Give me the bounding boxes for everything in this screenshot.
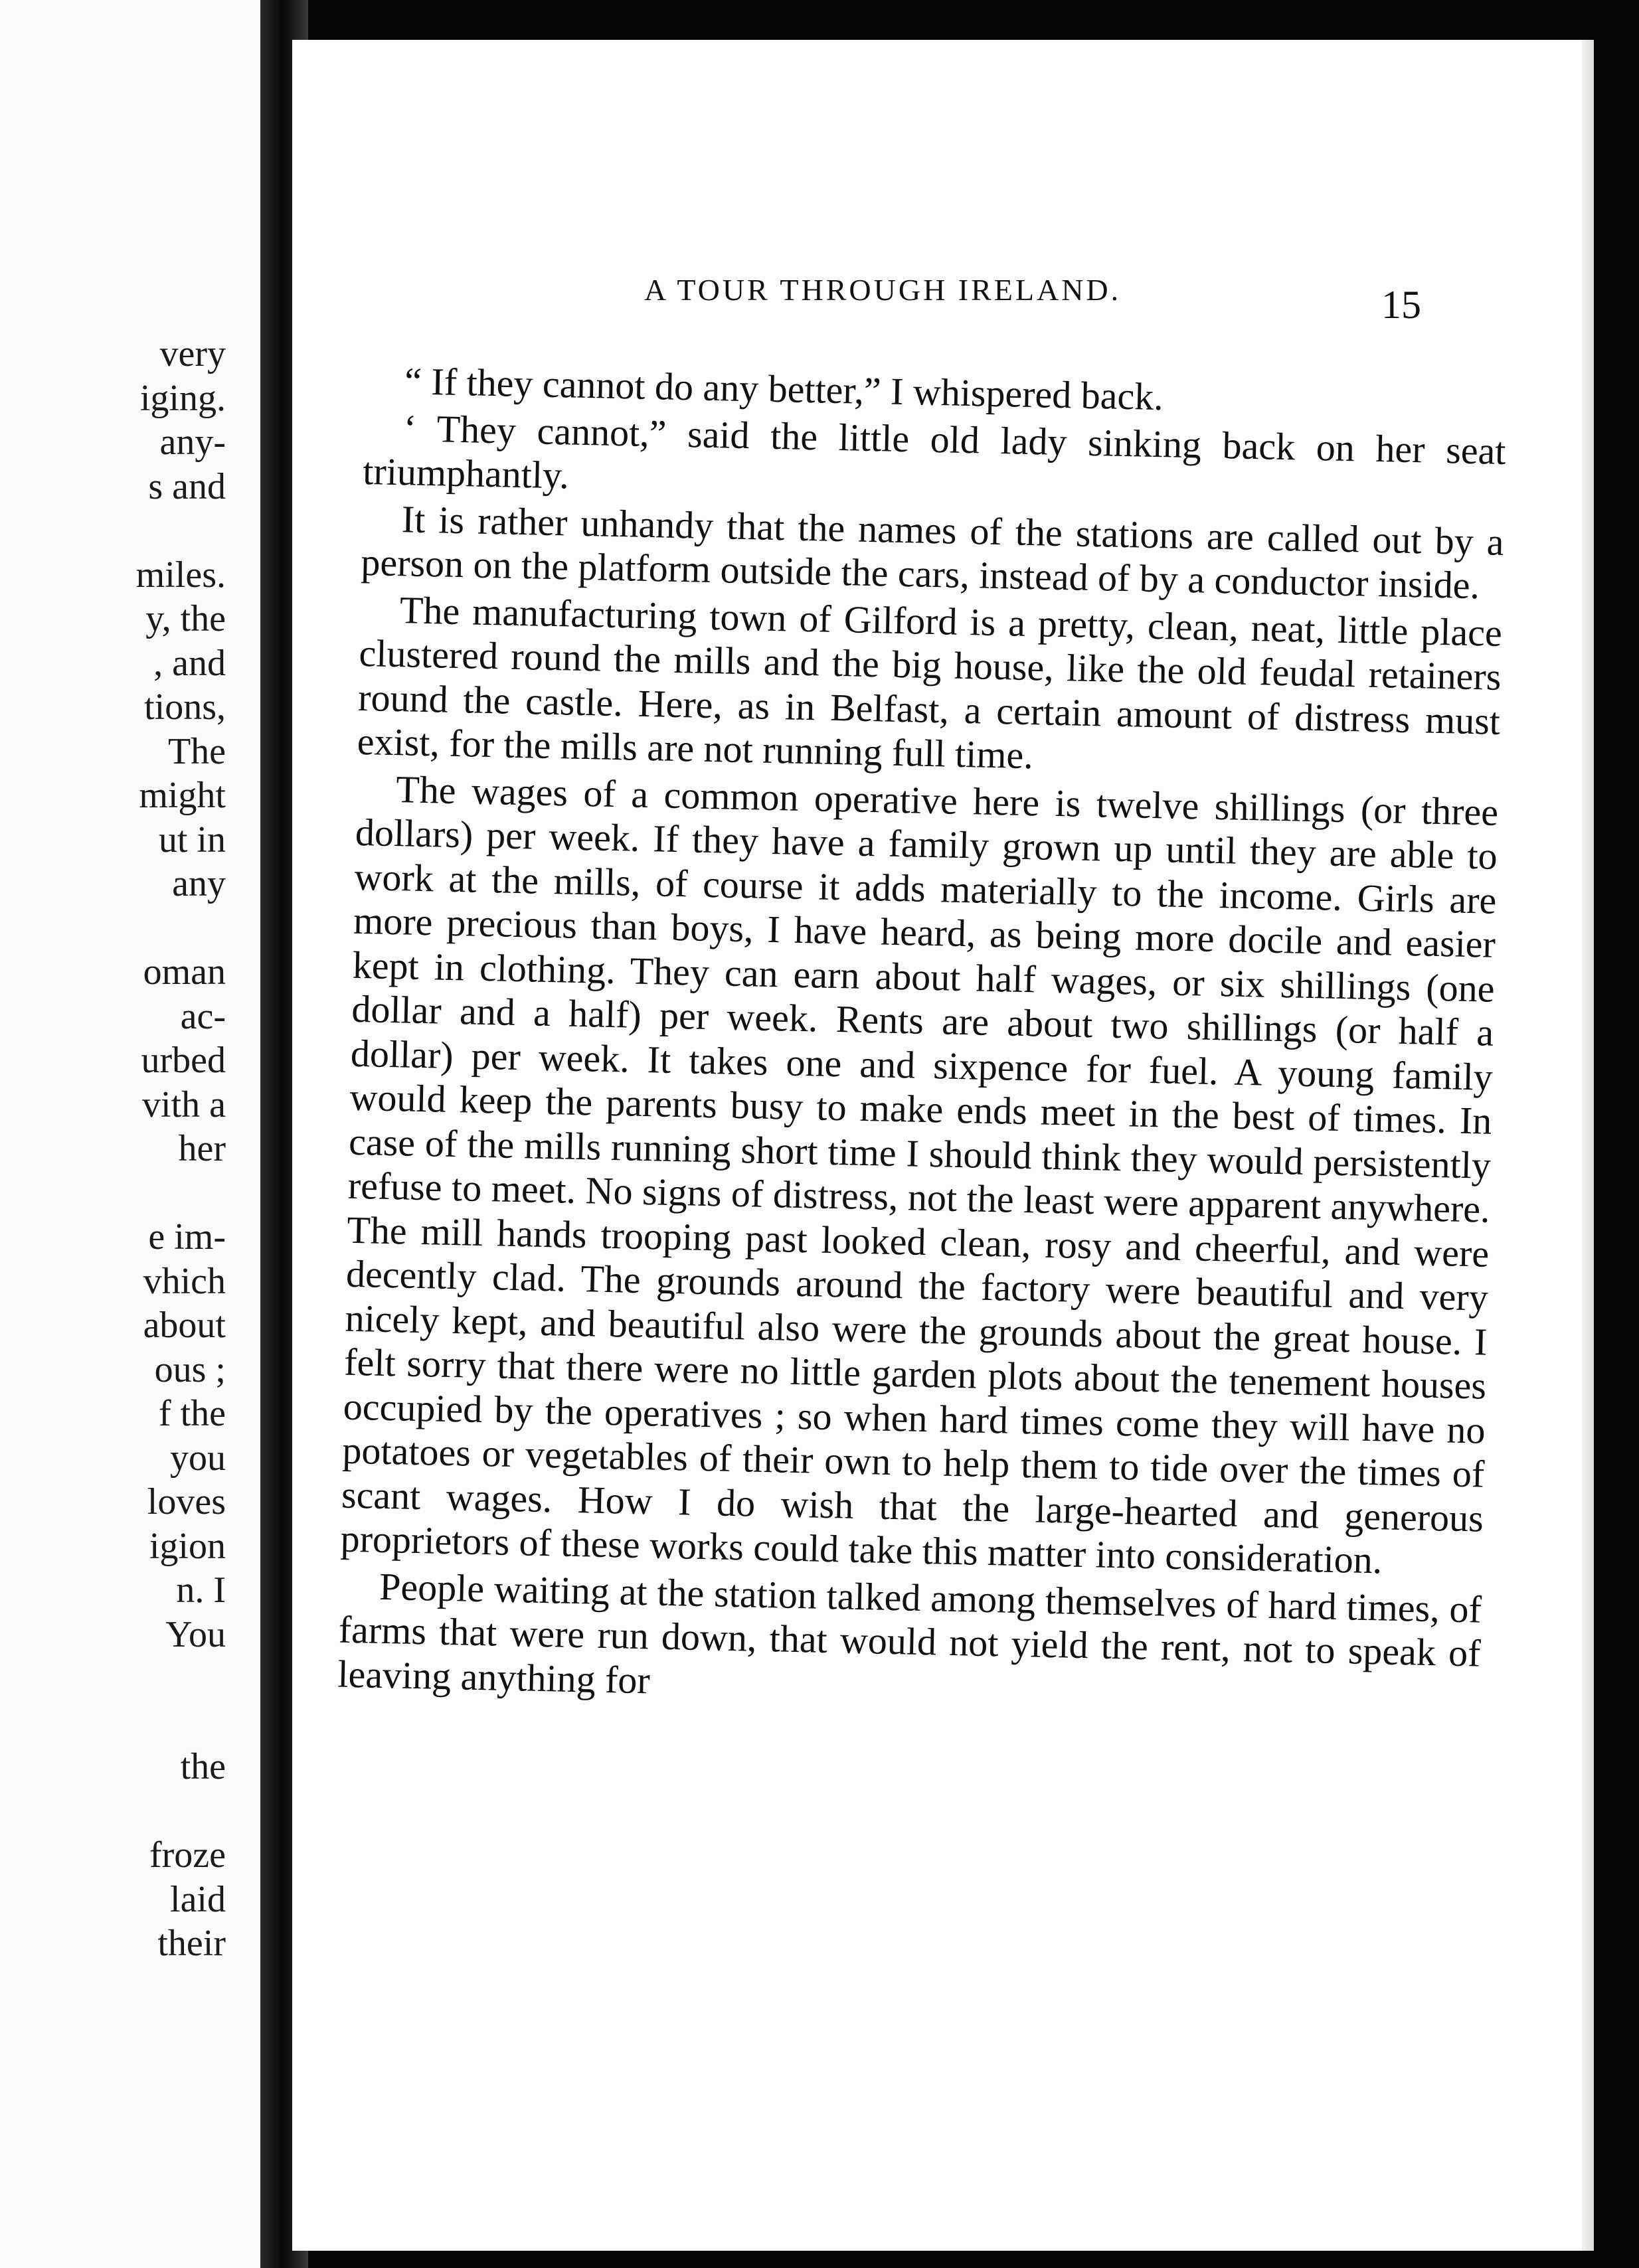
left-page-fragment: any- [159, 422, 226, 463]
left-page-fragment: any [172, 863, 226, 904]
left-page-fragment [136, 509, 226, 553]
left-page-fragment: y, the [145, 598, 226, 639]
paragraph-6: People waiting at the station talked among themselves of hard times, of farms that were run down, that would not yield the rent, not to speak of leaving anything for [337, 1564, 1482, 1702]
paragraph-5: The wages of a common operative here is twelve shillings (or three dollars) per week. If they have a family grown up until they are able to work at the mills, of course it adds materially to the income. Girls are more precious than boys, I have heard, as being more docile and easier kept in clothing. They can earn about half wages, or six shillings (one dollar and a half) per week. Rents are about two shillings (or half a dollar) per week. It takes one and sixpence for fuel. A young family would keep the parents busy to make ends meet in the best of times. In case of the mills running short time I should think they would persistently refuse to meet. No signs of distress, not the least were apparent anywhere. The mill hands trooping past looked clean, rosy and cheerful, and were decently clad. The grounds around the factory were beautiful and very nicely kept, and beautiful also were the grounds about the great house. I felt sorry that there were no little garden plots about the tenement houses occupied by the operatives ; so when hard times come they will have no potatoes or vegetables of their own to help them to tide over the times of scant wages. How I do wish that the large-hearted and generous proprietors of these works could take this matter into consideration. [340, 767, 1499, 1582]
paragraph-3: It is rather unhandy that the names of the stations are called out by a person on the platform outside the cars, instead of by a conductor inside. [360, 497, 1505, 608]
left-page [0, 0, 267, 2268]
left-page-fragment: miles. [135, 554, 226, 596]
left-page-line-fragments [136, 332, 226, 1966]
left-page-fragment: vith a [142, 1084, 226, 1125]
left-page-fragment: her [178, 1128, 226, 1169]
paragraph-2: ‘ They cannot,” said the little old lady sinking back on her seat triumphantly. [362, 406, 1507, 497]
left-page-fragment: tions, [144, 687, 226, 728]
left-page-fragment [136, 906, 226, 951]
left-page-fragment: you [170, 1437, 226, 1479]
right-page [292, 40, 1594, 2251]
left-page-fragment [136, 1701, 226, 1745]
left-page-fragment: laid [170, 1878, 226, 1920]
left-page-fragment: n. I [176, 1570, 226, 1611]
left-page-fragment: very [159, 333, 226, 374]
left-page-fragment [136, 1789, 226, 1834]
left-page-fragment: The [167, 730, 226, 772]
left-page-fragment: , and [153, 642, 226, 684]
left-page-fragment: f the [158, 1393, 226, 1434]
left-page-fragment: iging. [139, 377, 226, 419]
paragraph-1: “ If they cannot do any better,” I whispered back. [404, 359, 1164, 419]
left-page-fragment: the [180, 1746, 226, 1787]
left-page-fragment: vhich [143, 1260, 226, 1302]
left-page-fragment: urbed [141, 1040, 226, 1081]
left-page-fragment: e im- [148, 1216, 226, 1257]
running-head: A TOUR THROUGH IRELAND. [644, 273, 1122, 307]
left-page-fragment: ous ; [154, 1348, 226, 1390]
left-page-fragment: about [143, 1305, 226, 1346]
left-page-fragment: ac- [180, 995, 226, 1037]
left-page-fragment: igion [149, 1525, 226, 1567]
page-edge [1582, 40, 1594, 2251]
page-number: 15 [1381, 283, 1421, 327]
left-page-fragment: loves [147, 1481, 226, 1522]
left-page-fragment: froze [149, 1834, 226, 1876]
left-page-fragment: You [165, 1613, 226, 1655]
left-page-fragment: might [139, 775, 226, 816]
paragraph-4: The manufacturing town of Gilford is a pretty, clean, neat, little place clustered round the mills and the big house, like the old feudal retainers round the castle. Here, as in Belfast, a certain amount of distress must exist, for the mills are not running full time. [357, 588, 1503, 777]
left-page-fragment: oman [143, 951, 226, 993]
left-page-fragment [136, 1657, 226, 1701]
left-page-fragment [136, 1171, 226, 1216]
body-text [337, 359, 1508, 1723]
left-page-fragment: s and [148, 465, 226, 507]
left-page-fragment: their [157, 1923, 226, 1964]
left-page-fragment: ut in [158, 819, 226, 860]
